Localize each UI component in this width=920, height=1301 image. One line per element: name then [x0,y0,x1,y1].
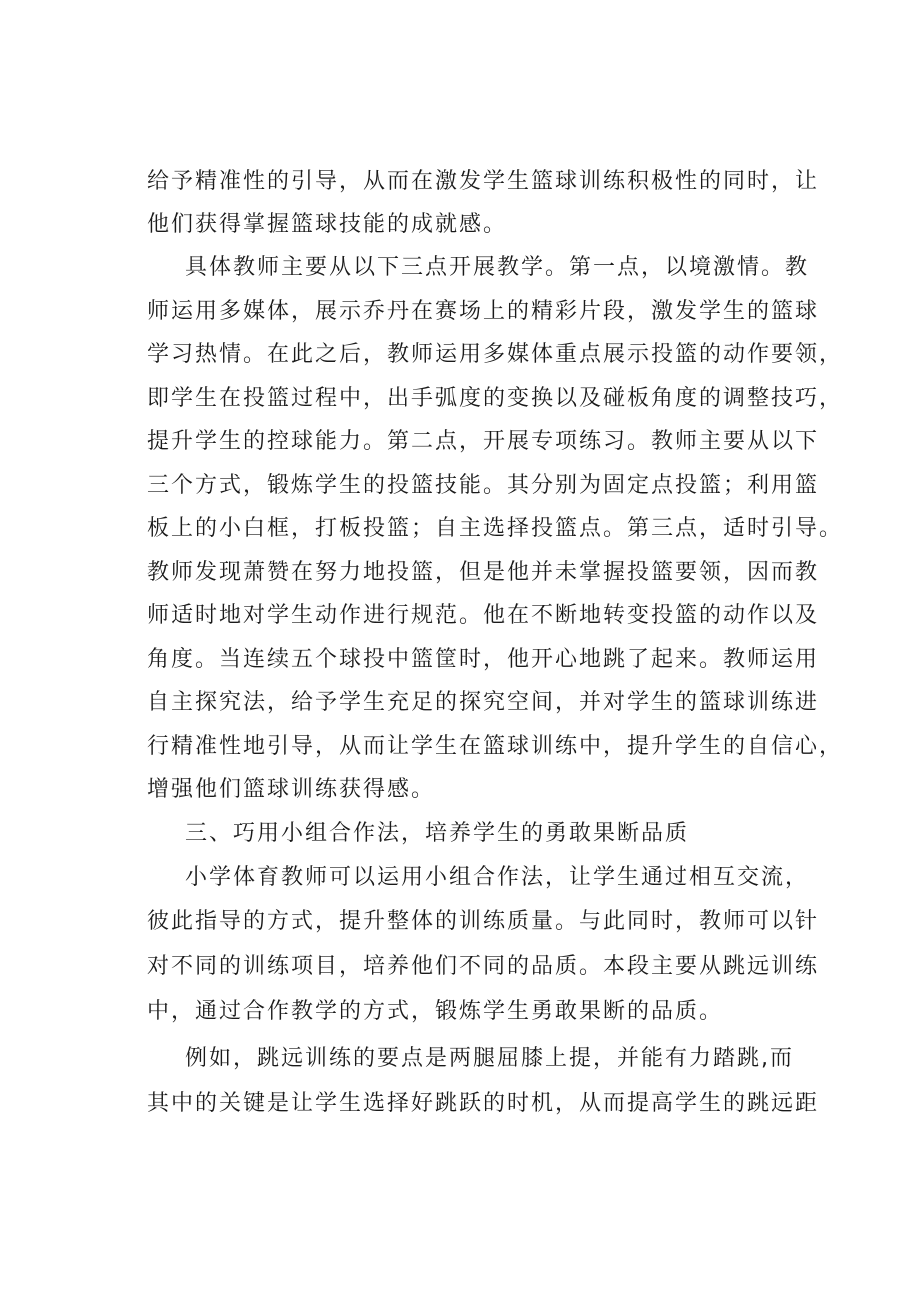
text-line: 教师发现萧赞在努力地投篮，但是他并未掌握投篮要领，因而教 [147,560,820,585]
text-line: 角度。当连续五个球投中篮筐时，他开心地跳了起来。教师运用 [147,647,820,672]
text-line: 小学体育教师可以运用小组合作法，让学生通过相互交流， [185,865,810,890]
text-line: 提升学生的控球能力。第二点，开展专项练习。教师主要从以下 [147,429,820,454]
text-line: 中，通过合作教学的方式，锻炼学生勇敢果断的品质。 [147,999,724,1024]
text-line: 师运用多媒体，展示乔丹在赛场上的精彩片段，激发学生的篮球 [147,299,820,324]
text-line: 三个方式，锻炼学生的投篮技能。其分别为固定点投篮；利用篮 [147,473,820,498]
text-line: 例如，跳远训练的要点是两腿屈膝上提，并能有力踏跳,而 [185,1046,794,1071]
text-line: 他们获得掌握篮球技能的成就感。 [147,212,508,237]
text-line: 师适时地对学生动作进行规范。他在不断地转变投篮的动作以及 [147,603,820,628]
section-heading: 三、巧用小组合作法，培养学生的勇敢果断品质 [185,821,690,846]
text-line: 板上的小白框，打板投篮；自主选择投篮点。第三点，适时引导。 [147,516,844,541]
text-line: 对不同的训练项目，培养他们不同的品质。本段主要从跳远训练 [147,954,820,979]
text-line: 给予精准性的引导，从而在激发学生篮球训练积极性的同时，让 [147,169,820,194]
text-line: 彼此指导的方式，提升整体的训练质量。与此同时，教师可以针 [147,909,820,934]
text-line: 具体教师主要从以下三点开展教学。第一点，以境激情。教 [185,255,810,280]
text-line: 学习热情。在此之后，教师运用多媒体重点展示投篮的动作要领， [147,342,844,367]
text-line: 其中的关键是让学生选择好跳跃的时机，从而提高学生的跳远距 [147,1091,820,1116]
text-line: 即学生在投篮过程中，出手弧度的变换以及碰板角度的调整技巧， [147,386,844,411]
text-line: 增强他们篮球训练获得感。 [147,777,436,802]
text-line: 行精准性地引导，从而让学生在篮球训练中，提升学生的自信心， [147,734,844,759]
text-line: 自主探究法，给予学生充足的探究空间，并对学生的篮球训练进 [147,690,820,715]
